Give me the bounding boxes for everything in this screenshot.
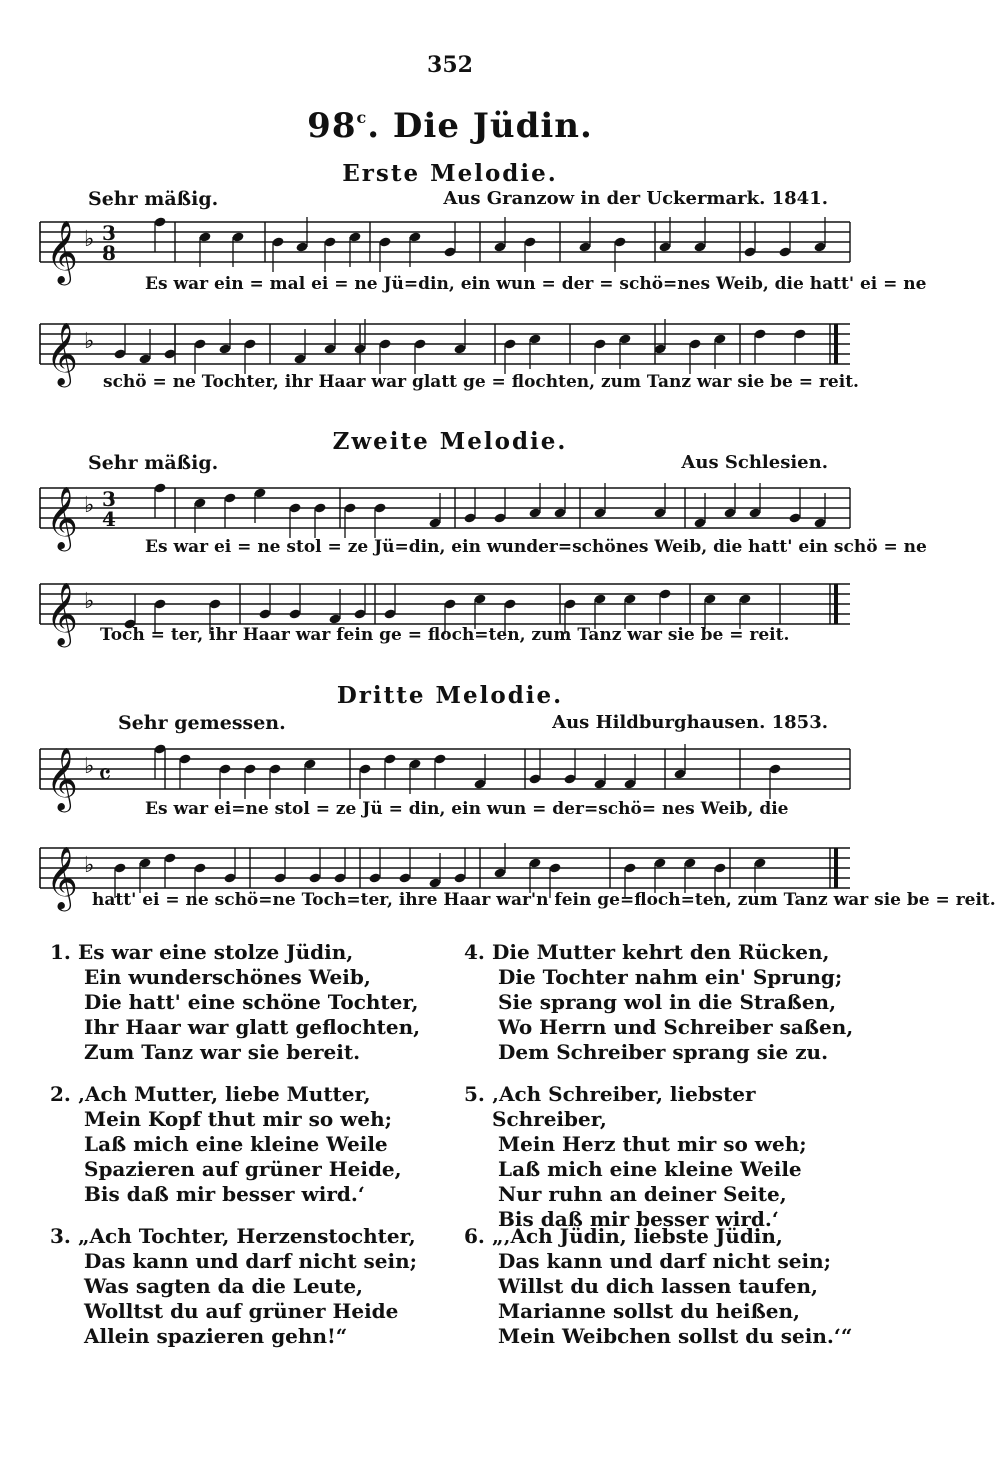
verse-4 [464,940,872,1065]
song-number: 98 [307,106,357,146]
page-number: 352 [427,52,473,78]
verse-line: Mein Weibchen sollst du sein.‘“ [498,1324,853,1348]
verse-line: Wo Herrn und Schreiber saßen, [498,1015,854,1039]
melody-3-lyrics-1: Es war ei=ne stol = ze Jü = din, ein wun = der=schö= nes Weib, die [145,799,789,819]
melody-1-source: Aus Granzow in der Uckermark. 1841. [443,188,828,209]
time-signature-bottom: 4 [102,507,116,531]
key-flat: ♭ [84,227,95,252]
treble-clef: 𝄞 [46,322,78,385]
verse-number: 3. [50,1224,71,1248]
verse-line: Zum Tanz war sie bereit. [84,1040,361,1064]
verse-line: Laß mich eine kleine Weile [84,1132,388,1156]
verse-line: Wolltst du auf grüner Heide [84,1299,399,1323]
verse-line: „Ach Tochter, Herzenstochter, [78,1224,416,1248]
verse-number: 6. [464,1224,485,1248]
verse-line: Mein Kopf thut mir so weh; [84,1107,393,1131]
treble-clef: 𝄞 [46,220,78,283]
verse-line: ‚Ach Schreiber, liebster Schreiber, [492,1082,756,1131]
verse-line: Ihr Haar war glatt geflochten, [84,1015,421,1039]
verse-number: 1. [50,940,71,964]
verse-number: 2. [50,1082,71,1106]
melody-1-tempo: Sehr mäßig. [88,188,219,210]
verse-line: Allein spazieren gehn!“ [84,1324,348,1348]
melody-1-lyrics-2: schö = ne Tochter, ihr Haar war glatt ge = flochten, zum Tanz war sie be = reit. [103,372,859,392]
time-signature-top: 3 [102,487,116,511]
verse-line: „‚Ach Jüdin, liebste Jüdin, [492,1224,783,1248]
verse-5 [464,1082,872,1232]
melody-2-lyrics-1: Es war ei = ne stol = ze Jü=din, ein wunder=schönes Weib, die hatt' ein schö = ne [145,537,927,557]
verse-line: Was sagten da die Leute, [84,1274,364,1298]
verse-line: Mein Herz thut mir so weh; [498,1132,807,1156]
melody-1-lyrics-1: Es war ein = mal ei = ne Jü=din, ein wun = der = schö=nes Weib, die hatt' ei = ne [145,274,927,294]
verse-line: Ein wunderschönes Weib, [84,965,371,989]
verse-line: Laß mich eine kleine Weile [498,1157,802,1181]
treble-clef: 𝄞 [46,846,78,909]
verse-line: Die Mutter kehrt den Rücken, [492,940,830,964]
verse-line: Das kann und darf nicht sein; [498,1249,832,1273]
verse-line: Bis daß mir besser wird.‘ [498,1207,779,1231]
key-flat: ♭ [84,754,95,779]
melody-2-lyrics-2: Toch = ter, ihr Haar war fein ge = floch=ten, zum Tanz war sie be = reit. [100,625,790,645]
melody-3-source: Aus Hildburghausen. 1853. [552,712,828,733]
time-signature-bottom: 8 [102,241,116,265]
song-number-dot: . [367,106,381,146]
key-flat: ♭ [84,493,95,518]
verse-line: Spazieren auf grüner Heide, [84,1157,402,1181]
verse-line: Marianne sollst du heißen, [498,1299,800,1323]
verse-line: ‚Ach Mutter, liebe Mutter, [78,1082,371,1106]
verse-6 [464,1224,872,1349]
melody-3-heading: Dritte Melodie. [336,682,564,709]
verse-2 [50,1082,458,1207]
song-name: Die Jüdin. [392,106,593,146]
song-title [0,106,900,146]
verse-1 [50,940,458,1065]
verse-number: 5. [464,1082,485,1106]
key-flat: ♭ [84,853,95,878]
verse-line: Willst du dich lassen taufen, [498,1274,818,1298]
verse-line: Die Tochter nahm ein' Sprung; [498,965,843,989]
key-flat: ♭ [84,589,95,614]
verse-line: Die hatt' eine schöne Tochter, [84,990,419,1014]
verse-line: Dem Schreiber sprang sie zu. [498,1040,829,1064]
treble-clef: 𝄞 [46,486,78,549]
treble-clef: 𝄞 [46,747,78,810]
melody-2-heading: Zweite Melodie. [332,428,568,455]
key-flat: ♭ [84,329,95,354]
verse-3 [50,1224,458,1349]
melody-3-lyrics-2: hatt' ei = ne schö=ne Toch=ter, ihre Haar war'n fein ge=floch=ten, zum Tanz war sie be = reit. [92,890,996,910]
treble-clef: 𝄞 [46,582,78,645]
verse-line: Es war eine stolze Jüdin, [78,940,354,964]
melody-3-tempo: Sehr gemessen. [118,712,286,734]
verse-line: Nur ruhn an deiner Seite, [498,1182,787,1206]
song-number-suffix: c [356,108,368,127]
melody-2-tempo: Sehr mäßig. [88,452,219,474]
melody-2-source: Aus Schlesien. [681,452,828,473]
time-signature-top: 3 [102,221,116,245]
melody-1-heading: Erste Melodie. [342,160,558,187]
verse-line: Das kann und darf nicht sein; [84,1249,418,1273]
common-time: 𝄴 [98,758,112,793]
verse-number: 4. [464,940,485,964]
verse-line: Sie sprang wol in die Straßen, [498,990,837,1014]
verse-line: Bis daß mir besser wird.‘ [84,1182,365,1206]
